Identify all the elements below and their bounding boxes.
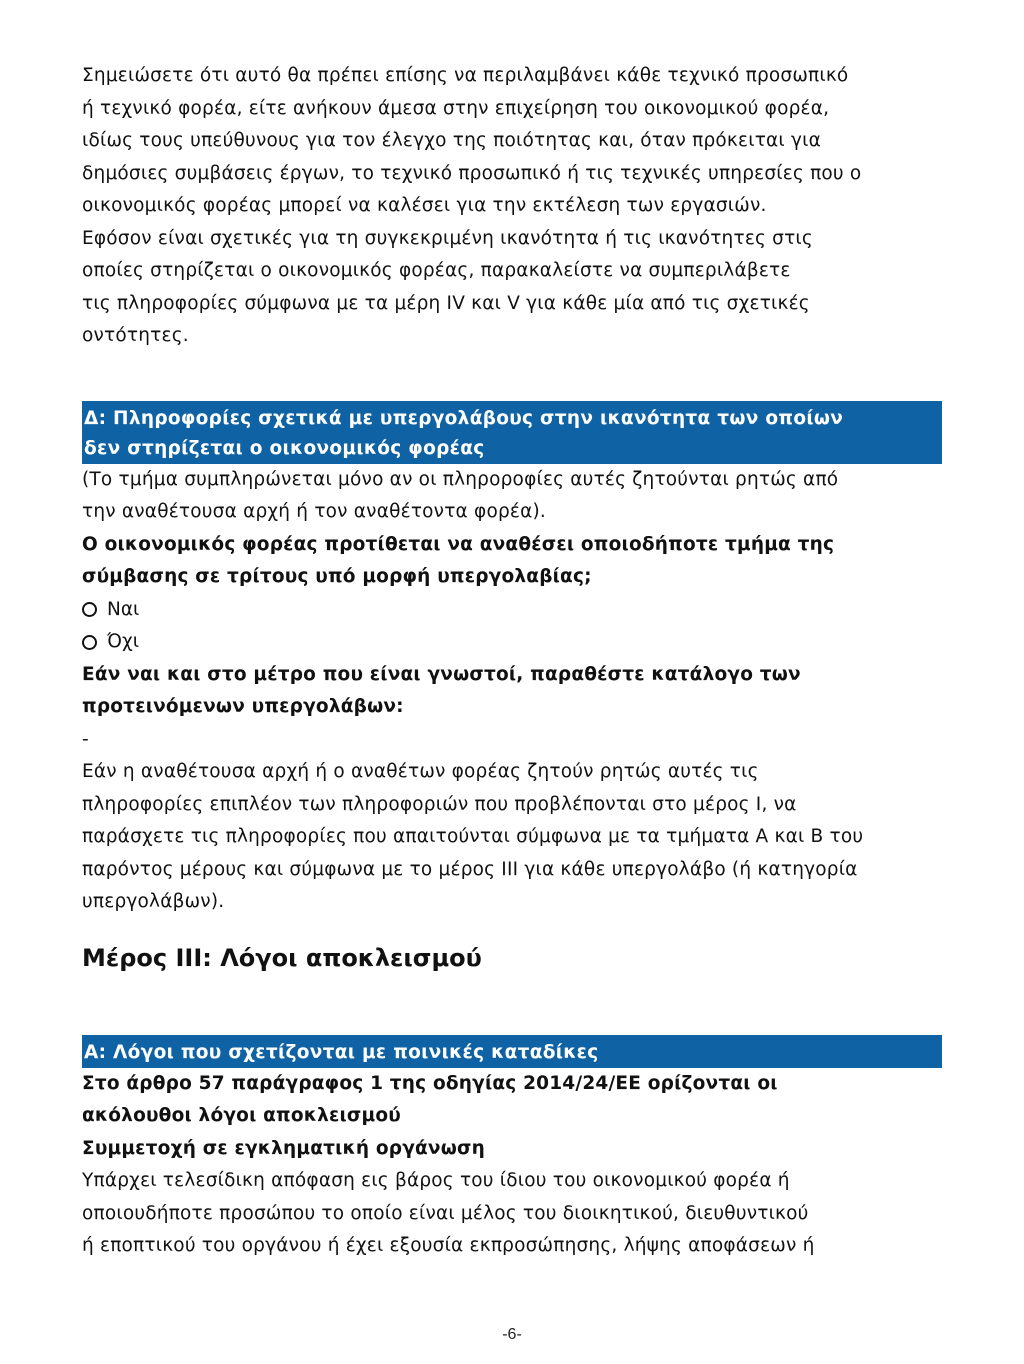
text-line: Εάν η αναθέτουσα αρχή ή ο αναθέτων φορέας ζητούν ρητώς αυτές τις <box>82 761 759 782</box>
section-d-info <box>82 756 942 919</box>
part-3-heading: Μέρος ΙΙΙ: Λόγοι αποκλεισμού <box>82 943 482 972</box>
subcontractor-list-question: Εάν ναι και στο μέτρο που είναι γνωστοί, παραθέστε κατάλογο των <box>82 663 801 685</box>
text-line: οποίες στηρίζεται ο οικονομικός φορέας, παρακαλείστε να συμπεριλάβετε <box>82 260 791 281</box>
section-d-note: την αναθέτουσα αρχή ή τον αναθέτοντα φορέα). <box>82 501 546 522</box>
section-a-title: Α: Λόγοι που σχετίζονται με ποινικές καταδίκες <box>84 1041 599 1063</box>
text-line: ή εποπτικού του οργάνου ή έχει εξουσία εκπροσώπησης, λήψης αποφάσεων ή <box>82 1235 815 1256</box>
section-d-note: (Το τμήμα συμπληρώνεται μόνο αν οι πληροροφίες αυτές ζητούνται ρητώς από <box>82 468 839 490</box>
article-reference: Στο άρθρο 57 παράγραφος 1 της οδηγίας 2014/24/ΕΕ ορίζονται οι <box>82 1072 778 1094</box>
text-line: Σημειώσετε ότι αυτό θα πρέπει επίσης να περιλαμβάνει κάθε τεχνικό προσωπικό <box>82 65 849 86</box>
intro-paragraph <box>82 60 942 353</box>
text-line: δημόσιες συμβάσεις έργων, το τεχνικό προσωπικό ή τις τεχνικές υπηρεσίες που ο <box>82 162 862 184</box>
text-line: πληροφορίες επιπλέον των πληροφοριών που προβλέπονται στο μέρος Ι, να <box>82 793 797 815</box>
subcontractor-list-question: προτεινόμενων υπεργολάβων: <box>82 696 404 717</box>
text-line: υπεργολάβων). <box>82 891 225 912</box>
radio-label-no: Όχι <box>107 631 139 652</box>
radio-option-no[interactable] <box>82 626 942 659</box>
radio-circle-icon[interactable] <box>82 602 97 617</box>
radio-circle-icon[interactable] <box>82 635 97 650</box>
article-reference: ακόλουθοι λόγοι αποκλεισμού <box>82 1105 401 1126</box>
text-line: ιδίως τους υπεύθυνους για τον έλεγχο της ποιότητας και, όταν πρόκειται για <box>82 130 821 151</box>
radio-label-yes: Ναι <box>107 598 140 620</box>
subcontractor-list-value: - <box>82 728 89 750</box>
text-line: παράσχετε τις πληροφορίες που απαιτούνται σύμφωνα με τα τμήματα Α και Β του <box>82 826 864 847</box>
section-a-body <box>82 1165 942 1263</box>
text-line: Εφόσον είναι σχετικές για τη συγκεκριμένη ικανότητα ή τις ικανότητες στις <box>82 227 813 249</box>
section-d-title-line: δεν στηρίζεται ο οικονομικός φορέας <box>84 437 485 459</box>
page-number: -6- <box>502 1326 522 1343</box>
section-d-title-line: Δ: Πληροφορίες σχετικά με υπεργολάβους στην ικανότητα των οποίων <box>84 407 844 429</box>
text-line: Υπάρχει τελεσίδικη απόφαση εις βάρος του ίδιου του οικονομικού φορέα ή <box>82 1170 790 1191</box>
subcontracting-question: Ο οικονομικός φορέας προτίθεται να αναθέσει οποιοδήποτε τμήμα της <box>82 533 835 555</box>
text-line: τις πληροφορίες σύμφωνα με τα μέρη IV και V για κάθε μία από τις σχετικές <box>82 292 810 314</box>
criminal-organisation-heading: Συμμετοχή σε εγκληματική οργάνωση <box>82 1137 485 1159</box>
text-line: οποιουδήποτε προσώπου το οποίο είναι μέλος του διοικητικού, διευθυντικού <box>82 1202 809 1224</box>
text-line: ή τεχνικό φορέα, είτε ανήκουν άμεσα στην επιχείρηση του οικονομικού φορέα, <box>82 97 830 119</box>
section-a-header <box>82 1035 942 1068</box>
text-line: οικονομικός φορέας μπορεί να καλέσει για την εκτέλεση των εργασιών. <box>82 195 767 216</box>
radio-option-yes[interactable] <box>82 594 942 627</box>
document-page <box>82 60 942 1263</box>
text-line: παρόντος μέρους και σύμφωνα με το μέρος ΙΙΙ για κάθε υπεργολάβο (ή κατηγορία <box>82 858 858 880</box>
text-line: οντότητες. <box>82 325 189 346</box>
subcontracting-question: σύμβασης σε τρίτους υπό μορφή υπεργολαβίας; <box>82 566 592 587</box>
section-d-header <box>82 401 942 464</box>
